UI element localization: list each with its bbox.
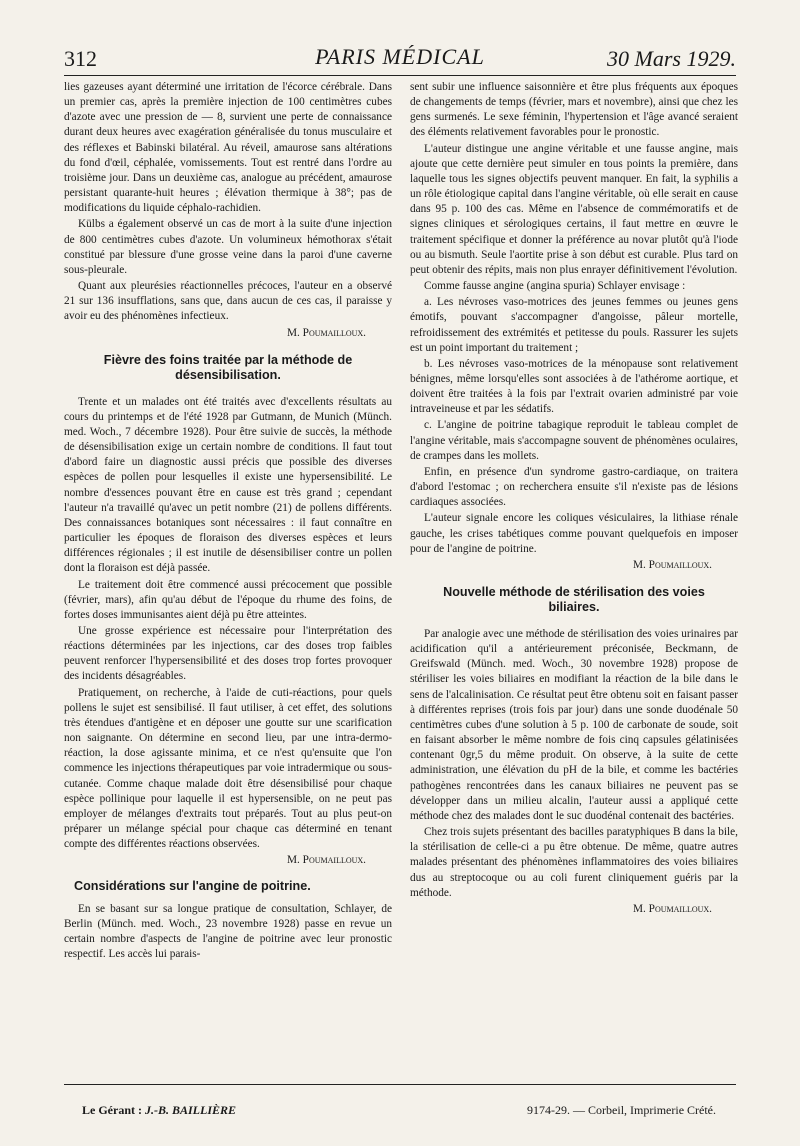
- paragraph: Pratiquement, on recherche, à l'aide de cuti-réactions, pour quels pollens le sujet est sensibilisé. Il faut utiliser, à cet effet, des solutions très étendues d'antigène et en déposer une goutte sur une scarification non saignante. On détermine en second lieu, par une intra-dermo-réaction, la dose agissante minima, et ce n'est qu'ensuite que l'on commence les injections thérapeutiques par voie intradermique ou sous-cutanée. Comme chaque malade doit être désensibilisé pour chaque espèce pollinique pour laquelle il est hypersensible, on ne peut pas employer de mélanges d'extraits tout préparés. Tout au plus peut-on préparer un mélange spécial pour chaque cas déterminé en tenant compte des différentes réactions observées.: [64, 686, 392, 851]
- list-item: b. Les névroses vaso-motrices de la ménopause sont relativement bénignes, même lorsqu'elles sont associées à de l'athérome aortique, et doivent être traitées à la fois par l'extrait ovarien administré par voie intraveineuse et par les sédatifs.: [410, 357, 738, 416]
- paragraph: Külbs a également observé un cas de mort à la suite d'une injection de 800 centimètres cubes d'azote. Un volumineux hémothorax s'était constitué par blessure d'une grosse veine dans la paroi d'une caverne sous-pleurale.: [64, 218, 392, 276]
- signature: M. Poumailloux.: [632, 902, 712, 915]
- paragraph: sent subir une influence saisonnière et être plus fréquents aux époques de changements de temps (février, mars et novembre), ainsi que chez les gens surmenés. Le sexe féminin, l'hypertension et l'âge avancé seraient des éléments relativement favorables pour le pronostic.: [410, 81, 738, 139]
- page-header: [64, 44, 736, 76]
- page-footer: [64, 1084, 736, 1117]
- gerant-name: J.-B. BAILLIÈRE: [144, 1103, 237, 1117]
- section-heading-fievre: Fièvre des foins traitée par la méthode de désensibilisation.: [103, 352, 353, 382]
- journal-title: PARIS MÉDICAL: [315, 44, 485, 69]
- list-item: a. Les névroses vaso-motrices des jeunes femmes ou jeunes gens émotifs, pouvant s'accompagner d'angoisse, pâleur mortelle, refroidissement des extrémités et petitesse du pouls. Rassurer les sujets est un point important du traitement ;: [410, 296, 738, 354]
- paragraph: Une grosse expérience est nécessaire pour l'interprétation des réactions déterminées par les injections, car des doses trop faibles peuvent renforcer l'hypersensibilité et des doses trop fortes provoquer des incidents désagréables.: [64, 625, 392, 683]
- signature: M. Poumailloux.: [286, 326, 366, 339]
- paragraph: En se basant sur sa longue pratique de consultation, Schlayer, de Berlin (Münch. med. Woch., 23 novembre 1928) passe en revue un certain nombre d'aspects de l'angine de poitrine avec leur pronostic respectif. Les accès lui parais-: [64, 902, 392, 960]
- paragraph: L'auteur distingue une angine véritable et une fausse angine, mais ajoute que cette dernière peut simuler en tous points la première, dans laquelle tous les signes objectifs peuvent manquer. En fait, la syphilis a un rôle étiologique capital dans l'angine véritable, où elle serait en cause dans 95 p. 100 des cas. Même en l'absence de commémoratifs et de signes cliniques et sérologiques certains, il faut mettre en œuvre le traitement spécifique et donner la préférence au novar plutôt qu'à l'iode ou au bismuth. Seule l'aortite prise à son début est curable. Plus tard on peut obtenir des répits, mais non plus enrayer définitivement l'évolution.: [410, 142, 738, 276]
- page-number: 312: [64, 46, 97, 71]
- section-heading-sterilisation: Nouvelle méthode de stérilisation des voies biliaires.: [443, 585, 705, 614]
- left-column: [64, 80, 392, 963]
- list-item: c. L'angine de poitrine tabagique reproduit le tableau complet de l'angine véritable, mais s'accompagne souvent de phénomènes oculaires, de crampes dans les mollets.: [410, 419, 738, 462]
- signature: M. Poumailloux.: [632, 558, 712, 571]
- section-heading-angine: Considérations sur l'angine de poitrine.: [74, 878, 311, 893]
- paragraph: lies gazeuses ayant déterminé une irritation de l'écorce cérébrale. Dans un premier cas, après la première injection de 100 centimètres cubes d'azote avec une pression de — 8, survient une perte de connaissance durant deux heures avec exagération généralisée du tonus musculaire et des réflexes et Babinski bilatéral. Au réveil, amaurose sans altérations du fond d'œil, céphalée, vomissements. Tout est rentré dans l'ordre au troisième jour. Dans un deuxième cas, analogue au précédent, amaurose persistant quarante-huit heures ; élévation thermique à 38°; pas de modifications du liquide céphalo-rachidien.: [64, 81, 392, 215]
- paragraph: Par analogie avec une méthode de stérilisation des voies urinaires par acidification qu'il a antérieurement préconisée, Beckmann, de Greifswald (Münch. med. Woch., 30 novembre 1928) propose de stériliser les voies biliaires en modifiant la réaction de la bile dans le sens de l'alcalinisation. Ce résultat peut être obtenu soit en faisant passer à différentes reprises (trois fois par jour) dans une sonde duodénale 50 centimètres cubes d'une solution à 5 p. 100 de carbonate de soude, soit en faisant absorber le même nombre de fois cinq capsules gélatinisées contenant 0gr,5 du même produit. On observe, à la suite de cette administration, une élévation du pH de la bile, et comme les bactéries pathogènes rencontrées dans les canaux biliaires ne peuvent pas se développer dans un milieu alcalin, l'auteur aussi a appliqué cette méthode chez des malades dont le suc duodénal contenait des bactéries.: [410, 628, 738, 822]
- paragraph: Quant aux pleurésies réactionnelles précoces, l'auteur en a observé 21 sur 136 insufflations, sans que, dans aucun de ces cas, il paraisse y avoir eu des phénomènes infectieux.: [64, 280, 392, 323]
- right-column: [410, 80, 738, 921]
- issue-date: 30 Mars 1929.: [607, 46, 736, 71]
- gerant-label: Le Gérant :: [82, 1103, 142, 1117]
- paragraph: Le traitement doit être commencé aussi précocement que possible (février, mars), afin qu'au début de l'époque du rhume des foins, de fortes doses immunisantes aient déjà pu être atteintes.: [64, 578, 392, 621]
- printer-credit: 9174-29. — Corbeil, Imprimerie Crété.: [527, 1103, 716, 1117]
- paragraph: Enfin, en présence d'un syndrome gastro-cardiaque, on traitera d'abord l'estomac ; on recherchera ensuite s'il n'existe pas de lésions cardiaques associées.: [410, 465, 738, 509]
- paragraph: Chez trois sujets présentant des bacilles paratyphiques B dans la bile, la stérilisation de celle-ci a pu être obtenue. De même, quatre autres malades présentant des phénomènes inflammatoires des voies biliaires dus au streptocoque ou au coli furent cliniquement guéris par la méthode.: [410, 826, 738, 899]
- paragraph: Trente et un malades ont été traités avec d'excellents résultats au cours du printemps et de l'été 1928 par Gutmann, de Munich (Münch. med. Woch., 7 décembre 1928). Pour être suivie de succès, la méthode de désensibilisation exige un certain nombre de conditions. Il faut tout d'abord faire un diagnostic aussi précis que possible des diverses espèces de pollen pour lesquelles il existe une hypersensibilité. Le nombre d'essences pouvant être en cause est très grand ; cependant l'auteur n'a travaillé qu'avec un petit nombre (21) de pollens différents. Des connaissances botaniques sont nécessaires : il faut connaître en particulier les époques de floraison des diverses espèces et leurs différences régionales ; il est inutile de désensibiliser contre un pollen dont la floraison est déjà passée.: [64, 395, 392, 575]
- paragraph: L'auteur signale encore les coliques vésiculaires, la lithiase rénale gauche, les crises tabétiques comme pouvant quelquefois en imposer pour de l'angine de poitrine.: [410, 512, 738, 555]
- gerant-credit: [82, 1103, 236, 1118]
- signature: M. Poumailloux.: [286, 854, 366, 867]
- paragraph: Comme fausse angine (angina spuria) Schlayer envisage :: [424, 280, 686, 293]
